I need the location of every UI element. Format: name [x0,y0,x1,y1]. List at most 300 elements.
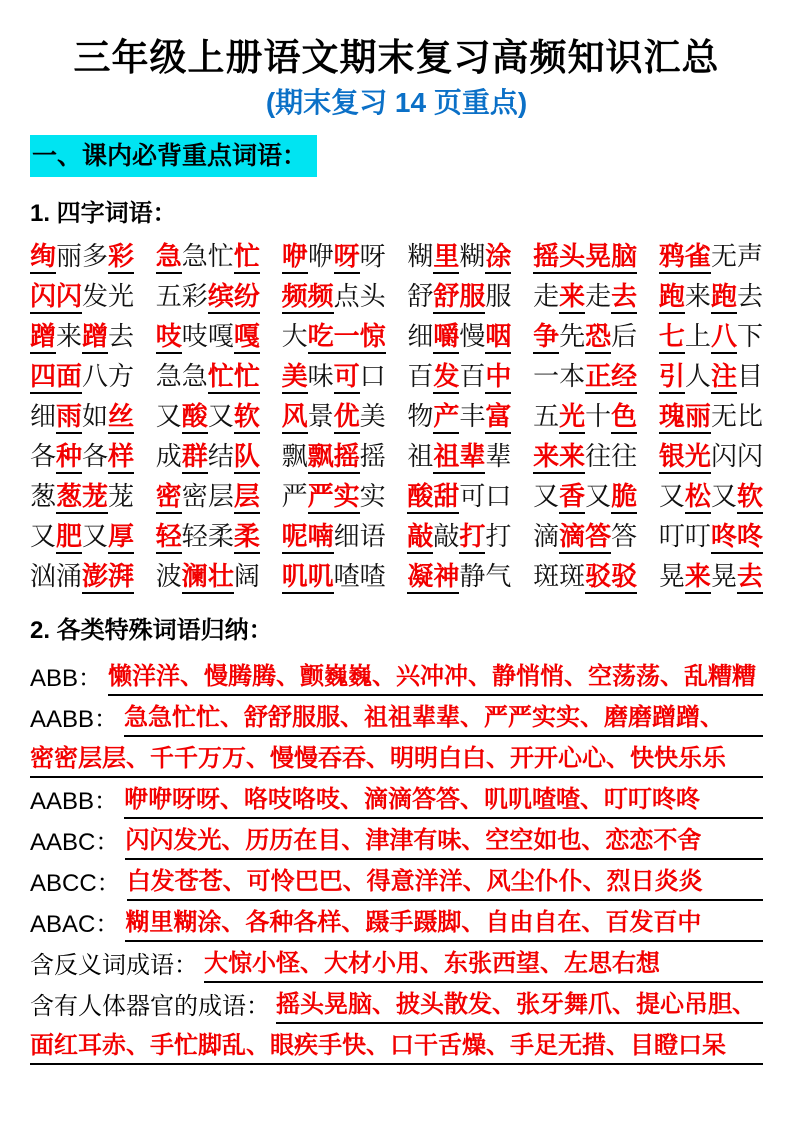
word-item [407,483,511,514]
plain-char: 去 [736,281,763,312]
plain-char: 层 [207,481,234,512]
word-item [533,363,637,394]
special-line [30,696,763,737]
highlight-char: 引 [659,363,685,394]
highlight-char: 去 [611,283,637,314]
highlight-char: 八 [711,323,737,354]
category-label: AABC： [30,828,120,856]
plain-char: 如 [82,401,109,432]
word-item [659,403,763,434]
word-item [156,283,260,314]
highlight-char: 呢 [282,523,308,554]
page-subtitle: (期末复习 14 页重点) [265,87,528,119]
highlight-char: 面 [56,363,82,394]
plain-char: 彩 [181,281,208,312]
special-line [30,901,763,942]
plain-char: 可 [459,481,486,512]
special-line [30,942,763,983]
highlight-char: 四 [30,363,56,394]
highlight-char: 急 [156,243,182,274]
plain-char: 葱 [30,481,57,512]
plain-char: 又 [207,401,234,432]
word-item [282,283,386,314]
highlight-char: 湃 [108,563,134,594]
plain-char: 嘎 [207,321,234,352]
highlight-char: 层 [234,483,260,514]
highlight-char: 雨 [56,403,82,434]
plain-char: 各 [30,441,57,472]
word-item [282,523,386,554]
plain-char: 五 [155,281,182,312]
plain-char: 晃 [658,561,685,592]
word-item [156,443,260,474]
plain-char: 又 [30,521,57,552]
highlight-char: 吃 [308,323,334,354]
plain-char: 后 [611,321,638,352]
word-item [156,243,260,274]
highlight-char: 产 [433,403,459,434]
highlight-char: 频 [282,283,308,314]
category-words: 懒洋洋、慢腾腾、颤巍巍、兴冲冲、静悄悄、空荡荡、乱糟糟 [108,663,763,697]
highlight-char: 群 [182,443,208,474]
highlight-char: 敲 [407,523,433,554]
highlight-char: 来 [685,563,711,594]
plain-char: 各 [82,441,109,472]
highlight-char: 葱 [56,483,82,514]
plain-char: 发 [82,281,109,312]
plain-char: 又 [82,521,109,552]
plain-char: 八 [82,361,109,392]
category-words: 急急忙忙、舒舒服服、祖祖辈辈、严严实实、磨磨蹭蹭、 [124,704,763,738]
word-item [407,243,511,274]
category-words: 面红耳赤、手忙脚乱、眼疾手快、口干舌燥、手足无措、目瞪口呆 [30,1032,763,1066]
plain-char: 走 [585,281,612,312]
plain-char: 严 [281,481,308,512]
word-item [407,363,511,394]
plain-char: 糊 [407,241,434,272]
highlight-char: 丽 [685,403,711,434]
word-item [659,563,763,594]
word-item [30,323,134,354]
plain-char: 目 [736,361,763,392]
plain-char: 喳 [359,561,386,592]
highlight-char: 跑 [659,283,685,314]
highlight-char: 软 [737,483,763,514]
special-line [30,983,763,1024]
plain-char: 呀 [359,241,386,272]
plain-char: 语 [359,521,386,552]
highlight-char: 光 [685,443,711,474]
page-title: 三年级上册语文期末复习高频知识汇总 [73,37,720,78]
highlight-char: 严 [308,483,334,514]
highlight-char: 驳 [611,563,637,594]
plain-char: 柔 [207,521,234,552]
highlight-char: 美 [282,363,308,394]
plain-char: 方 [108,361,135,392]
word-item [659,443,763,474]
highlight-char: 澜 [182,563,208,594]
word-item [533,523,637,554]
plain-char: 口 [485,481,512,512]
highlight-char: 样 [108,443,134,474]
highlight-char: 叽 [308,563,334,594]
highlight-char: 绚 [30,243,56,274]
highlight-char: 服 [459,283,485,314]
word-item [659,483,763,514]
highlight-char: 喃 [308,523,334,554]
highlight-char: 忙 [234,363,260,394]
highlight-char: 频 [308,283,334,314]
plain-char: 急 [155,361,182,392]
highlight-char: 摇 [334,443,360,474]
highlight-char: 柔 [234,523,260,554]
highlight-char: 经 [611,363,637,394]
plain-char: 闪 [736,441,763,472]
plain-char: 喳 [333,561,360,592]
plain-char: 无 [710,241,737,272]
plain-char: 服 [485,281,512,312]
highlight-char: 酸 [182,403,208,434]
category-words: 密密层层、千千万万、慢慢吞吞、明明白白、开开心心、快快乐乐 [30,745,763,779]
plain-char: 叮 [684,521,711,552]
highlight-char: 队 [234,443,260,474]
plain-char: 细 [407,321,434,352]
word-row [30,554,763,594]
category-label: ABAC： [30,910,120,938]
plain-char: 声 [736,241,763,272]
plain-char: 下 [736,321,763,352]
word-row [30,514,763,554]
category-words: 摇头晃脑、披头散发、张牙舞爪、提心吊胆、 [276,991,763,1025]
word-item [659,363,763,394]
highlight-char: 富 [485,403,511,434]
plain-char: 茏 [108,481,135,512]
highlight-char: 神 [433,563,459,594]
plain-char: 光 [108,281,135,312]
word-item [659,243,763,274]
plain-char: 滴 [533,521,560,552]
plain-char: 祖 [407,441,434,472]
word-item [282,443,386,474]
highlight-char: 香 [559,483,585,514]
plain-char: 上 [684,321,711,352]
highlight-char: 脆 [611,483,637,514]
highlight-char: 凝 [407,563,433,594]
highlight-char: 滴 [559,523,585,554]
plain-char: 味 [307,361,334,392]
word-row [30,394,763,434]
plain-char: 轻 [181,521,208,552]
word-row [30,434,763,474]
plain-char: 比 [736,401,763,432]
plain-char: 忙 [207,241,234,272]
highlight-char: 色 [611,403,637,434]
plain-char: 美 [359,401,386,432]
category-label: ABCC： [30,869,121,897]
highlight-char: 密 [156,483,182,514]
special-line [30,737,763,778]
plain-char: 汹 [30,561,57,592]
highlight-char: 闪 [30,283,56,314]
highlight-char: 摇 [533,243,559,274]
highlight-char: 纷 [234,283,260,314]
plain-char: 头 [359,281,386,312]
highlight-char: 恐 [585,323,611,354]
plain-char: 急 [181,241,208,272]
highlight-char: 注 [711,363,737,394]
highlight-char: 吱 [156,323,182,354]
highlight-char: 咽 [485,323,511,354]
highlight-char: 涂 [485,243,511,274]
subsection-2-title: 2. 各类特殊词语归纳： [30,617,273,645]
section-1-header: 一、课内必背重点词语： [30,135,317,177]
plain-char: 实 [359,481,386,512]
plain-char: 细 [333,521,360,552]
plain-char: 急 [181,361,208,392]
word-row [30,234,763,274]
special-words-list [30,655,763,1065]
word-item [533,243,637,274]
highlight-char: 丝 [108,403,134,434]
plain-char: 百 [459,361,486,392]
highlight-char: 叽 [282,563,308,594]
plain-char: 物 [407,401,434,432]
plain-char: 又 [585,481,612,512]
plain-char: 大 [281,321,308,352]
plain-char: 静 [459,561,486,592]
highlight-char: 缤 [208,283,234,314]
highlight-char: 头 [559,243,585,274]
highlight-char: 彩 [108,243,134,274]
plain-char: 阔 [233,561,260,592]
highlight-char: 跑 [711,283,737,314]
word-item [30,483,134,514]
plain-char: 咿 [307,241,334,272]
word-item [282,363,386,394]
word-row [30,314,763,354]
plain-char: 敲 [433,521,460,552]
plain-char: 往 [611,441,638,472]
special-line [30,655,763,696]
highlight-char: 里 [433,243,459,274]
highlight-char: 忙 [208,363,234,394]
highlight-char: 可 [334,363,360,394]
category-words: 糊里糊涂、各种各样、蹑手蹑脚、自由自在、百发百中 [125,909,763,943]
plain-char: 辈 [485,441,512,472]
plain-char: 丰 [459,401,486,432]
highlight-char: 一 [334,323,360,354]
word-item [659,523,763,554]
word-item [407,443,511,474]
highlight-char: 嘎 [234,323,260,354]
word-item [282,563,386,594]
plain-char: 走 [533,281,560,312]
highlight-char: 鸦 [659,243,685,274]
word-item [659,283,763,314]
highlight-char: 软 [234,403,260,434]
word-item [407,323,511,354]
category-words: 大惊小怪、大材小用、东张西望、左思右想 [204,950,763,984]
highlight-char: 咚 [711,523,737,554]
special-line [30,819,763,860]
highlight-char: 甜 [433,483,459,514]
plain-char: 来 [684,281,711,312]
word-grid [30,234,763,594]
word-item [533,323,637,354]
word-item [30,443,134,474]
highlight-char: 辈 [459,443,485,474]
word-row [30,474,763,514]
plain-char: 成 [155,441,182,472]
highlight-char: 答 [585,523,611,554]
plain-char: 涌 [56,561,83,592]
plain-char: 吱 [181,321,208,352]
plain-char: 结 [207,441,234,472]
highlight-char: 去 [737,563,763,594]
plain-char: 往 [585,441,612,472]
word-item [156,483,260,514]
word-item [407,563,511,594]
plain-char: 细 [30,401,57,432]
highlight-char: 酸 [407,483,433,514]
plain-char: 斑 [559,561,586,592]
plain-char: 答 [611,521,638,552]
plain-char: 十 [585,401,612,432]
highlight-char: 忙 [234,243,260,274]
plain-char: 人 [684,361,711,392]
word-item [156,323,260,354]
plain-char: 又 [155,401,182,432]
highlight-char: 争 [533,323,559,354]
plain-char: 来 [56,321,83,352]
highlight-char: 脑 [611,243,637,274]
word-item [533,483,637,514]
plain-char: 舒 [407,281,434,312]
plain-char: 气 [485,561,512,592]
plain-char: 打 [485,521,512,552]
word-item [156,563,260,594]
highlight-char: 嚼 [433,323,459,354]
highlight-char: 茏 [82,483,108,514]
special-line [30,860,763,901]
word-item [30,363,134,394]
category-words: 咿咿呀呀、咯吱咯吱、滴滴答答、叽叽喳喳、叮叮咚咚 [124,786,763,820]
plain-char: 飘 [281,441,308,472]
plain-char: 摇 [359,441,386,472]
highlight-char: 七 [659,323,685,354]
plain-char: 斑 [533,561,560,592]
highlight-char: 瑰 [659,403,685,434]
highlight-char: 风 [282,403,308,434]
plain-char: 景 [307,401,334,432]
word-item [533,443,637,474]
special-line [30,778,763,819]
plain-char: 波 [155,561,182,592]
word-item [407,403,511,434]
word-item [533,563,637,594]
highlight-char: 咚 [737,523,763,554]
plain-char: 糊 [459,241,486,272]
subsection-1-title: 1. 四字词语： [30,200,177,228]
highlight-char: 轻 [156,523,182,554]
word-item [282,243,386,274]
highlight-char: 蹭 [82,323,108,354]
highlight-char: 闪 [56,283,82,314]
word-item [282,323,386,354]
plain-char: 晃 [710,561,737,592]
highlight-char: 祖 [433,443,459,474]
plain-char: 叮 [658,521,685,552]
word-row [30,274,763,314]
category-words: 闪闪发光、历历在目、津津有味、空空如也、恋恋不舍 [125,827,763,861]
highlight-char: 惊 [360,323,386,354]
word-item [659,323,763,354]
highlight-char: 种 [56,443,82,474]
highlight-char: 厚 [108,523,134,554]
word-item [282,403,386,434]
highlight-char: 光 [559,403,585,434]
plain-char: 又 [533,481,560,512]
category-words: 白发苍苍、可怜巴巴、得意洋洋、风尘仆仆、烈日炎炎 [127,868,763,902]
category-label: 含有人体器官的成语： [30,992,270,1020]
highlight-char: 银 [659,443,685,474]
plain-char: 一 [533,361,560,392]
word-item [30,563,134,594]
highlight-char: 正 [585,363,611,394]
plain-char: 口 [359,361,386,392]
highlight-char: 咿 [282,243,308,274]
highlight-char: 雀 [685,243,711,274]
highlight-char: 晃 [585,243,611,274]
category-label: AABB： [30,705,119,733]
highlight-char: 驳 [585,563,611,594]
word-item [30,283,134,314]
plain-char: 无 [710,401,737,432]
highlight-char: 壮 [208,563,234,594]
word-item [156,403,260,434]
word-item [407,283,511,314]
word-item [282,483,386,514]
word-item [30,403,134,434]
word-item [407,523,511,554]
section-1-header-row [30,135,763,177]
highlight-char: 蹭 [30,323,56,354]
plain-char: 去 [108,321,135,352]
plain-char: 密 [181,481,208,512]
plain-char: 先 [559,321,586,352]
plain-char: 闪 [710,441,737,472]
highlight-char: 打 [459,523,485,554]
plain-char: 百 [407,361,434,392]
plain-char: 本 [559,361,586,392]
highlight-char: 飘 [308,443,334,474]
highlight-char: 澎 [82,563,108,594]
highlight-char: 舒 [433,283,459,314]
plain-char: 多 [82,241,109,272]
highlight-char: 肥 [56,523,82,554]
plain-char: 又 [710,481,737,512]
plain-char: 慢 [459,321,486,352]
word-item [533,283,637,314]
plain-char: 又 [658,481,685,512]
highlight-char: 来 [559,443,585,474]
plain-char: 丽 [56,241,83,272]
word-row [30,354,763,394]
highlight-char: 优 [334,403,360,434]
category-label: ABB： [30,664,103,692]
word-item [30,523,134,554]
plain-char: 五 [533,401,560,432]
